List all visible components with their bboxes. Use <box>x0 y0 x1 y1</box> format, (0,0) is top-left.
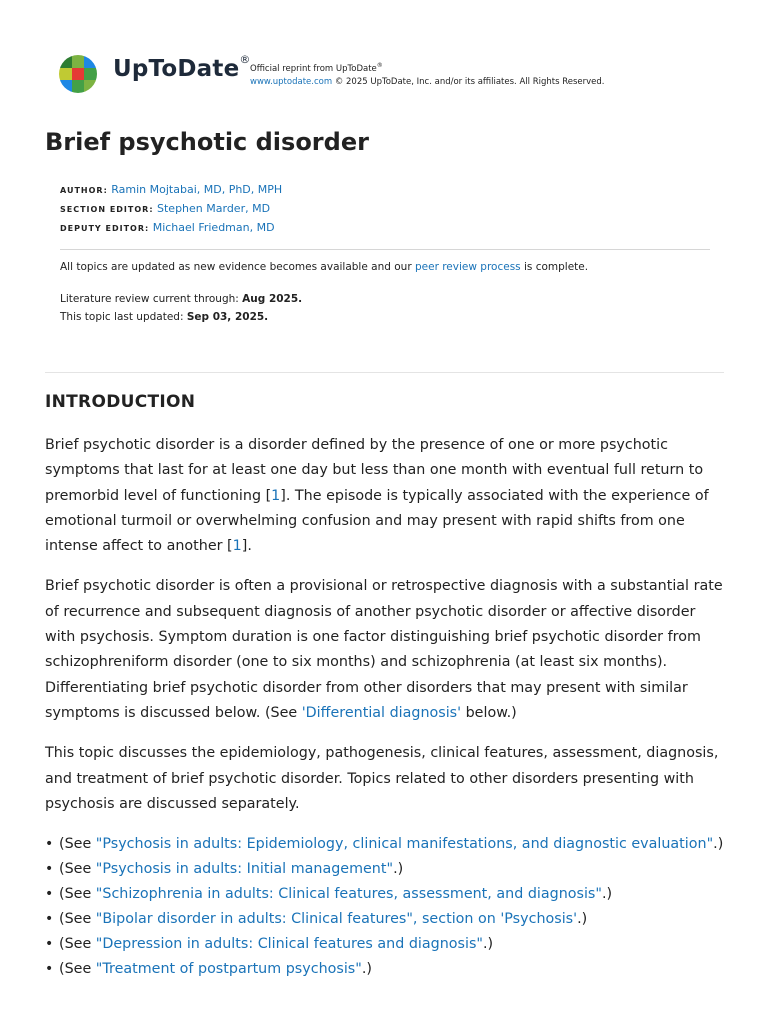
list-item: • (See "Treatment of postpartum psychosis".) <box>45 957 729 982</box>
topic-meta <box>60 258 710 326</box>
list-item: • (See "Psychosis in adults: Epidemiology, clinical manifestations, and diagnostic evaluation".) <box>45 832 729 857</box>
uptodate-logo-icon[interactable] <box>58 54 98 94</box>
section-editor-link[interactable]: Stephen Marder, MD <box>157 202 271 215</box>
list-item: • (See "Psychosis in adults: Initial management".) <box>45 857 729 882</box>
related-topics-list <box>45 832 729 982</box>
author-list <box>60 181 282 238</box>
deputy-editor-link[interactable]: Michael Friedman, MD <box>152 221 275 234</box>
section-heading: INTRODUCTION <box>45 392 196 412</box>
list-item: • (See "Bipolar disorder in adults: Clinical features", section on 'Psychosis'.) <box>45 907 729 932</box>
bullet-icon: • <box>45 836 54 853</box>
reference-link[interactable]: 1 <box>271 487 281 504</box>
section-editor-row: SECTION EDITOR: Stephen Marder, MD <box>60 202 271 215</box>
differential-diagnosis-link[interactable]: 'Differential diagnosis' <box>301 704 462 721</box>
peer-review-link[interactable]: peer review process <box>414 261 521 273</box>
divider <box>45 372 724 373</box>
bullet-icon: • <box>45 886 54 903</box>
list-item: • (See "Depression in adults: Clinical features and diagnosis".) <box>45 932 729 957</box>
topic-link[interactable]: "Bipolar disorder in adults: Clinical features", section on 'Psychosis' <box>95 911 578 928</box>
paragraph: Brief psychotic disorder is a disorder defined by the presence of one or more psychotic symptoms that last for at least one day but less than one month with eventual full return to premorbid level of functioning [1]. The episode is typically associated with the experience of emotional turmoil or overwhelming confusion and may present with rapid shifts from one intense affect to another [1]. <box>45 437 709 555</box>
header <box>58 52 738 96</box>
divider <box>60 249 710 250</box>
bullet-icon: • <box>45 936 54 953</box>
uptodate-site-link[interactable]: www.uptodate.com <box>250 76 333 87</box>
reprint-notice: Official reprint from UpToDate® www.uptodate.com © 2025 UpToDate, Inc. and/or its affiliates. All Rights Reserved. <box>250 62 605 87</box>
paragraph: This topic discusses the epidemiology, pathogenesis, clinical features, assessment, diagnosis, and treatment of brief psychotic disorder. Topics related to other disorders presenting with psychosis are discussed separately. <box>45 745 719 812</box>
page-title: Brief psychotic disorder <box>45 128 369 156</box>
author-link[interactable]: Ramin Mojtabai, MD, PhD, MPH <box>111 183 283 196</box>
reference-link[interactable]: 1 <box>232 538 242 555</box>
topic-link[interactable]: "Schizophrenia in adults: Clinical features, assessment, and diagnosis" <box>95 886 602 903</box>
topic-link[interactable]: "Treatment of postpartum psychosis" <box>95 961 362 978</box>
literature-review-date: Literature review current through: Aug 2025. <box>60 293 303 305</box>
bullet-icon: • <box>45 861 54 878</box>
topic-link[interactable]: "Psychosis in adults: Initial management" <box>95 861 394 878</box>
article-body <box>45 433 729 982</box>
last-updated-date: This topic last updated: Sep 03, 2025. <box>60 311 269 323</box>
update-notice: All topics are updated as new evidence becomes available and our peer review process is complete. <box>60 261 589 273</box>
deputy-editor-row: DEPUTY EDITOR: Michael Friedman, MD <box>60 221 275 234</box>
list-item: • (See "Schizophrenia in adults: Clinical features, assessment, and diagnosis".) <box>45 882 729 907</box>
topic-link[interactable]: "Psychosis in adults: Epidemiology, clinical manifestations, and diagnostic evaluation" <box>95 836 714 853</box>
bullet-icon: • <box>45 961 54 978</box>
bullet-icon: • <box>45 911 54 928</box>
paragraph: Brief psychotic disorder is often a provisional or retrospective diagnosis with a substantial rate of recurrence and subsequent diagnosis of another psychotic disorder or affective disorder with psychosis. Symptom duration is one factor distinguishing brief psychotic disorder from schizophreniform disorder (one to six months) and schizophrenia (at least six months). Differentiating brief psychotic disorder from other disorders that may present with similar symptoms is discussed below. (See 'Differential diagnosis' below.) <box>45 578 723 721</box>
logo-wordmark: UpToDate® <box>113 53 251 82</box>
topic-link[interactable]: "Depression in adults: Clinical features and diagnosis" <box>95 936 483 953</box>
author-row: AUTHOR: Ramin Mojtabai, MD, PhD, MPH <box>60 183 283 196</box>
